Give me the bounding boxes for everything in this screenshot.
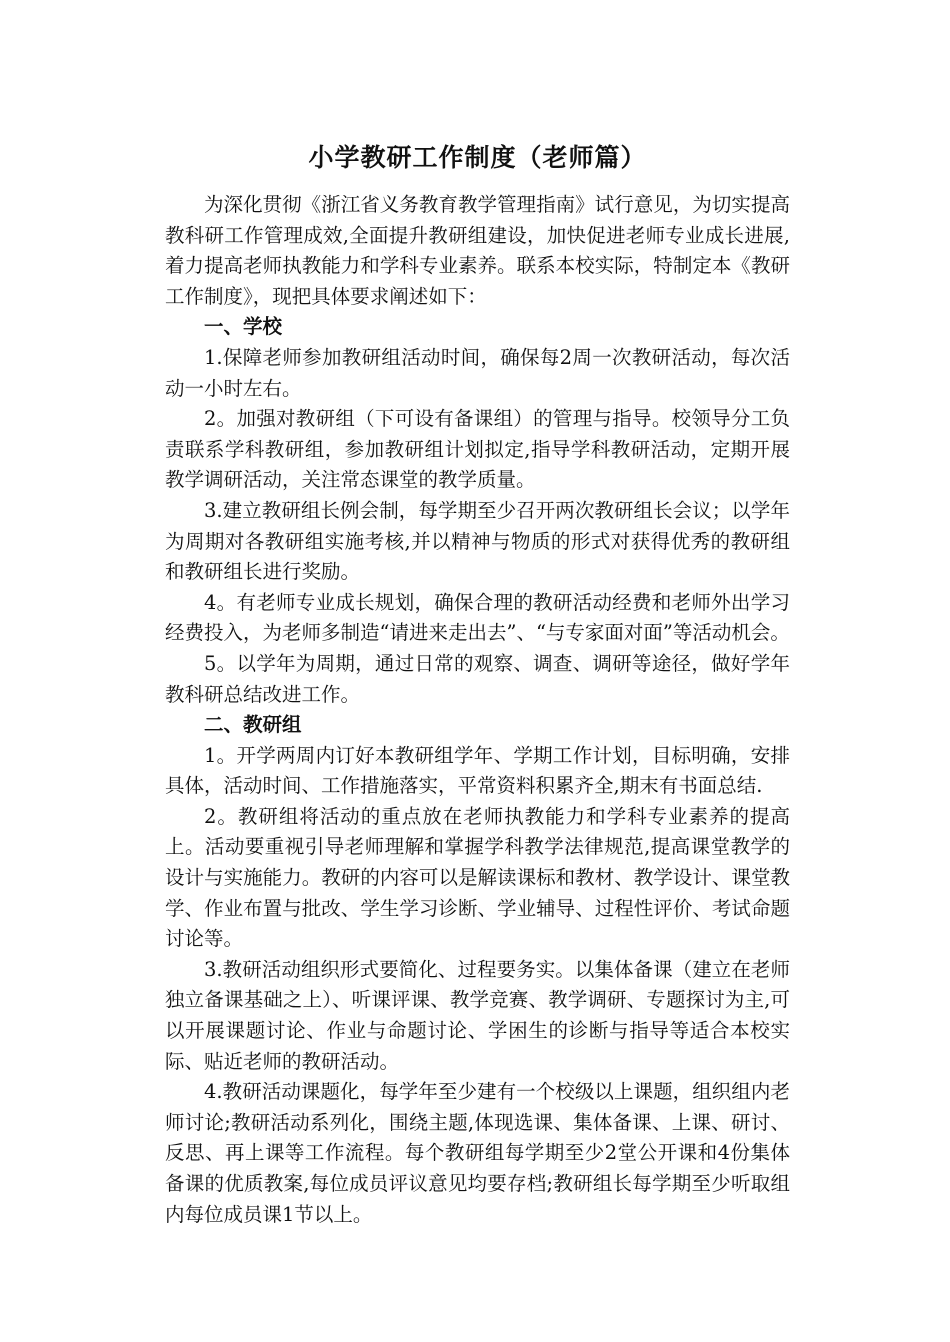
school-item-4: 4。有老师专业成长规划，确保合理的教研活动经费和老师外出学习经费投入，为老师多制造“请进来走出去”、“与专家面对面”等活动机会。 (165, 590, 790, 645)
group-item-2: 2。教研组将活动的重点放在老师执教能力和学科专业素养的提高上。活动要重视引导老师理解和掌握学科教学法律规范,提高课堂教学的设计与实施能力。教研的内容可以是解读课标和教材、教学设计、课堂教学、作业布置与批改、学生学习诊断、学业辅导、过程性评价、考试命题讨论等。 (165, 804, 790, 951)
group-item-1: 1。开学两周内订好本教研组学年、学期工作计划，目标明确，安排具体，活动时间、工作措施落实，平常资料积累齐全,期末有书面总结. (165, 743, 790, 798)
group-item-4: 4.教研活动课题化，每学年至少建有一个校级以上课题，组织组内老师讨论;教研活动系列化，围绕主题,体现选课、集体备课、上课、研讨、反思、再上课等工作流程。每个教研组每学期至少2堂公开课和4份集体备课的优质教案,每位成员评议意见均要存档;教研组长每学期至少听取组内每位成员课1节以上。 (165, 1080, 790, 1226)
intro-paragraph: 为深化贯彻《浙江省义务教育教学管理指南》试行意见，为切实提高教科研工作管理成效,全面提升教研组建设，加快促进老师专业成长进展,着力提高老师执教能力和学科专业素养。联系本校实际，特制定本《教研工作制度》，现把具体要求阐述如下： (165, 193, 790, 308)
school-item-1: 1.保障老师参加教研组活动时间，确保每2周一次教研活动，每次活动一小时左右。 (165, 345, 790, 400)
school-item-3: 3.建立教研组长例会制，每学期至少召开两次教研组长会议；以学年为周期对各教研组实施考核,并以精神与物质的形式对获得优秀的教研组和教研组长进行奖励。 (165, 498, 790, 584)
section-heading-school: 一、学校 (204, 315, 283, 339)
document-body (165, 140, 790, 1230)
school-item-2: 2。加强对教研组（下可设有备课组）的管理与指导。校领导分工负责联系学科教研组，参加教研组计划拟定,指导学科教研活动，定期开展教学调研活动，关注常态课堂的教学质量。 (165, 407, 790, 492)
group-item-3: 3.教研活动组织形式要简化、过程要务实。以集体备课（建立在老师独立备课基础之上）、听课评课、教学竞赛、教学调研、专题探讨为主,可以开展课题讨论、作业与命题讨论、学困生的诊断与指导等适合本校实际、贴近老师的教研活动。 (165, 957, 790, 1073)
section-heading-teaching-group: 二、教研组 (204, 713, 302, 737)
school-item-5: 5。以学年为周期，通过日常的观察、调查、调研等途径，做好学年教科研总结改进工作。 (165, 651, 790, 706)
document-title: 小学教研工作制度（老师篇） (308, 143, 647, 172)
